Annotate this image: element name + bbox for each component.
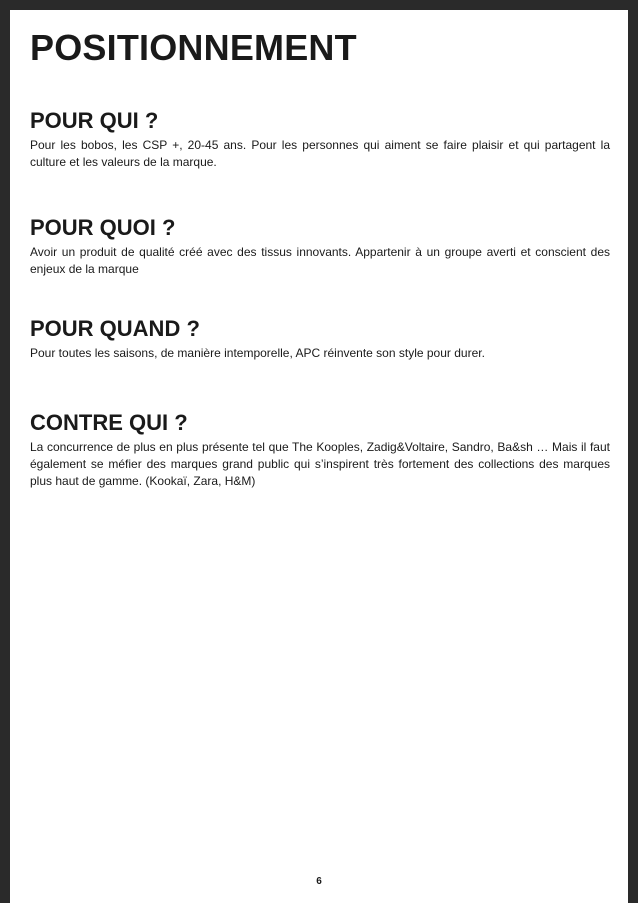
document-page xyxy=(10,10,628,903)
section-text: Pour toutes les saisons, de manière intemporelle, APC réinvente son style pour durer. xyxy=(30,346,485,360)
section-text: La concurrence de plus en plus présente tel que The Kooples, Zadig&Voltaire, Sandro, Ba&sh … Mais il faut également se méfier des marques grand public qui s’inspirent très fortement des collections des marques plus haut de gamme. (Kookaï, Zara, H&M) xyxy=(30,440,610,488)
section-contre-qui xyxy=(30,410,610,490)
section-heading: POUR QUI ? xyxy=(30,108,159,133)
page-number: 6 xyxy=(316,876,322,887)
page-title: POSITIONNEMENT xyxy=(30,27,357,68)
section-heading: POUR QUAND ? xyxy=(30,316,200,341)
section-heading: POUR QUOI ? xyxy=(30,215,176,240)
section-text: Avoir un produit de qualité créé avec des tissus innovants. Appartenir à un groupe averti et conscient des enjeux de la marque xyxy=(30,245,610,276)
section-pour-quoi xyxy=(30,215,610,278)
section-pour-qui xyxy=(30,108,610,171)
section-pour-quand xyxy=(30,316,610,362)
section-heading: CONTRE QUI ? xyxy=(30,410,188,435)
section-text: Pour les bobos, les CSP +, 20-45 ans. Pour les personnes qui aiment se faire plaisir et qui partagent la culture et les valeurs de la marque. xyxy=(30,138,610,169)
